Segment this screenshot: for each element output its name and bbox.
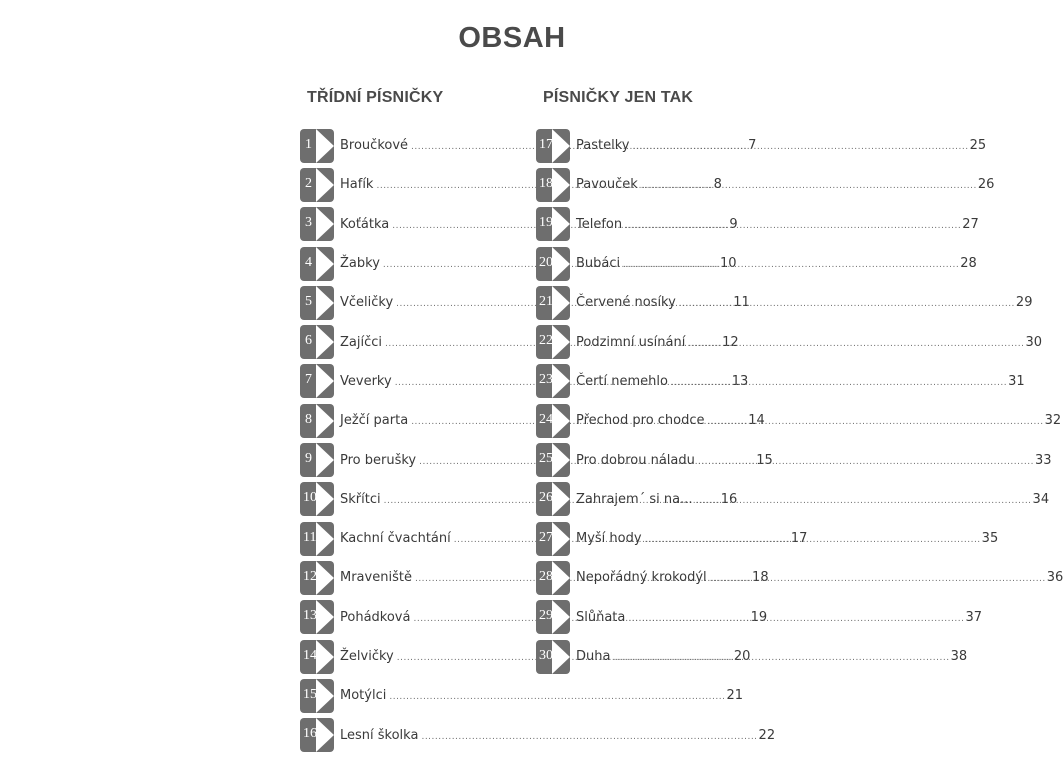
song-title: Pro dobrou náladu [576, 452, 695, 468]
song-title: Broučkové [340, 138, 409, 154]
page-number: 27 [962, 216, 979, 232]
play-arrow-badge-icon [300, 207, 334, 241]
play-arrow-badge-icon [536, 640, 570, 674]
play-arrow-badge-icon [300, 640, 334, 674]
song-title: Duha [576, 649, 611, 664]
play-arrow-badge-icon [536, 364, 570, 398]
entry-text [576, 256, 977, 271]
page-number: 31 [1008, 373, 1025, 389]
entry-number: 12 [303, 568, 317, 584]
page-title: OBSAH [458, 22, 566, 54]
entry-number: 6 [305, 333, 312, 349]
song-title: Zajíčci [340, 334, 383, 350]
dot-leader [625, 221, 961, 231]
entry-number: 22 [539, 333, 553, 349]
entry-number: 4 [305, 254, 312, 270]
toc-entry[interactable] [536, 244, 977, 283]
page-number: 15 [756, 452, 773, 468]
song-title: Telefon [576, 216, 623, 232]
song-title: Nepořádný krokodýl [576, 570, 707, 586]
column-heading: TŘÍDNÍ PÍSNIČKY [307, 89, 444, 106]
play-arrow-badge-icon [536, 561, 570, 595]
song-title: Koťátka [340, 216, 390, 232]
toc-entry[interactable] [536, 480, 1050, 519]
dot-leader [698, 457, 1034, 467]
entry-number: 14 [303, 647, 317, 663]
song-title: Hafík [340, 177, 374, 193]
song-title: Motýlci [340, 688, 387, 704]
entry-number: 21 [539, 293, 553, 309]
song-title: Zahrajem´ si na... [576, 491, 693, 507]
entry-text [576, 217, 979, 232]
entry-text [340, 728, 775, 743]
page-number: 25 [969, 138, 987, 154]
play-arrow-badge-icon [536, 207, 570, 241]
play-arrow-badge-icon [536, 600, 570, 634]
entry-number: 30 [539, 647, 553, 663]
play-arrow-badge-icon [300, 168, 334, 202]
entry-number: 11 [303, 529, 317, 545]
entry-text [576, 649, 967, 664]
entry-number: 5 [305, 293, 312, 309]
entry-text [576, 413, 1061, 428]
page-number: 26 [977, 177, 995, 193]
play-arrow-badge-icon [536, 404, 570, 438]
entry-number: 25 [539, 451, 553, 467]
toc-entry[interactable] [536, 322, 1042, 361]
song-title: Žabky [340, 256, 380, 272]
entry-text [576, 335, 1042, 350]
entry-number: 3 [305, 215, 312, 231]
entry-text [576, 492, 1049, 507]
page-number: 22 [758, 727, 776, 743]
play-arrow-badge-icon [300, 286, 334, 320]
page-number: 32 [1044, 413, 1062, 429]
page-number: 37 [965, 609, 983, 625]
page-number: 17 [790, 531, 808, 547]
page-number: 35 [981, 531, 999, 547]
entry-text [576, 295, 1032, 310]
page-number: 9 [729, 216, 738, 232]
play-arrow-badge-icon [536, 129, 570, 163]
page-number: 13 [731, 373, 749, 389]
play-arrow-badge-icon [536, 443, 570, 477]
play-arrow-badge-icon [300, 482, 334, 516]
entry-text [576, 570, 1063, 585]
entry-number: 24 [539, 411, 553, 427]
toc-entry[interactable] [536, 205, 979, 244]
page-number: 16 [720, 491, 738, 507]
song-title: Včeličky [340, 295, 394, 311]
song-title: Čertí nemehlo [576, 373, 668, 389]
entry-number: 23 [539, 372, 553, 388]
song-title: Veverky [340, 373, 392, 389]
entry-number: 20 [539, 254, 553, 270]
play-arrow-badge-icon [536, 522, 570, 556]
dot-leader [641, 181, 977, 191]
page-number: 21 [726, 688, 743, 704]
play-arrow-badge-icon [300, 247, 334, 281]
dot-leader [710, 574, 1046, 584]
entry-number: 15 [303, 686, 317, 702]
play-arrow-badge-icon [300, 600, 334, 634]
play-arrow-badge-icon [300, 129, 334, 163]
entry-number: 27 [539, 529, 553, 545]
dot-leader [421, 732, 757, 742]
dot-leader [679, 299, 1015, 309]
toc-entry[interactable] [300, 676, 743, 715]
entry-number: 18 [539, 175, 553, 191]
page-number: 7 [748, 138, 757, 154]
page-number: 14 [748, 413, 765, 429]
song-title: Mraveniště [340, 570, 412, 586]
entry-number: 10 [303, 490, 317, 506]
entry-text [576, 453, 1052, 468]
song-title: Kachní čvachtání [340, 531, 451, 547]
song-title: Želvičky [340, 649, 394, 664]
page-number: 30 [1025, 334, 1042, 350]
play-arrow-badge-icon [300, 443, 334, 477]
toc-entry[interactable] [300, 715, 776, 754]
song-title: Pastelky [576, 138, 630, 154]
toc-entry[interactable] [536, 126, 987, 165]
song-title: Červené nosíky [576, 295, 676, 311]
dot-leader [389, 692, 725, 702]
play-arrow-badge-icon [300, 404, 334, 438]
page-number: 28 [960, 256, 977, 272]
entry-number: 8 [305, 411, 312, 427]
column-heading: PÍSNIČKY JEN TAK [543, 89, 694, 106]
entry-number: 19 [539, 215, 553, 231]
page-number: 36 [1046, 570, 1063, 586]
song-title: Pavouček [576, 177, 638, 193]
entry-number: 13 [303, 608, 317, 624]
entry-text [340, 688, 743, 703]
entry-text [576, 531, 998, 546]
page-number: 33 [1034, 452, 1052, 468]
page-number: 8 [713, 177, 722, 193]
toc-entry[interactable] [536, 165, 995, 204]
song-title: Pro berušky [340, 452, 417, 468]
play-arrow-badge-icon [536, 286, 570, 320]
dot-leader [628, 614, 964, 624]
entry-number: 9 [305, 451, 312, 467]
page-number: 20 [733, 649, 751, 664]
song-title: Přechod pro chodce [576, 413, 705, 429]
page-number: 10 [719, 256, 737, 272]
play-arrow-badge-icon [300, 679, 334, 713]
entry-number: 29 [539, 608, 553, 624]
dot-leader [632, 142, 968, 152]
entry-number: 1 [305, 136, 312, 152]
page-number: 29 [1015, 295, 1033, 311]
song-title: Slůňata [576, 609, 626, 625]
page-number: 34 [1032, 491, 1050, 507]
dot-leader [613, 653, 949, 663]
play-arrow-badge-icon [300, 561, 334, 595]
dot-leader [671, 378, 1007, 388]
play-arrow-badge-icon [536, 482, 570, 516]
song-title: Skřítci [340, 491, 381, 507]
play-arrow-badge-icon [536, 168, 570, 202]
play-arrow-badge-icon [300, 325, 334, 359]
entry-number: 2 [305, 175, 312, 191]
page-number: 38 [950, 649, 968, 664]
page-number: 19 [750, 609, 768, 625]
play-arrow-badge-icon [300, 364, 334, 398]
entry-text [576, 138, 986, 153]
page-number: 18 [752, 570, 769, 586]
song-title: Bubáci [576, 256, 621, 272]
song-title: Ježčí parta [340, 413, 409, 429]
entry-number: 28 [539, 568, 553, 584]
entry-number: 7 [305, 372, 312, 388]
entry-number: 26 [539, 490, 553, 506]
song-title: Lesní školka [340, 727, 419, 743]
entry-text [576, 177, 994, 192]
song-title: Pohádková [340, 609, 411, 625]
play-arrow-badge-icon [536, 325, 570, 359]
entry-number: 17 [539, 136, 553, 152]
play-arrow-badge-icon [300, 522, 334, 556]
entry-text [576, 610, 982, 625]
dot-leader [688, 339, 1024, 349]
dot-leader [708, 417, 1044, 427]
dot-leader [645, 535, 981, 545]
play-arrow-badge-icon [536, 247, 570, 281]
song-title: Myší hody [576, 531, 642, 547]
page-number: 12 [722, 334, 739, 350]
song-title: Podzimní usínání [576, 334, 686, 350]
page-number: 11 [733, 295, 750, 311]
dot-leader [623, 260, 959, 270]
play-arrow-badge-icon [300, 718, 334, 752]
entry-text [576, 374, 1025, 389]
entry-number: 16 [303, 726, 317, 742]
dot-leader [695, 496, 1031, 506]
